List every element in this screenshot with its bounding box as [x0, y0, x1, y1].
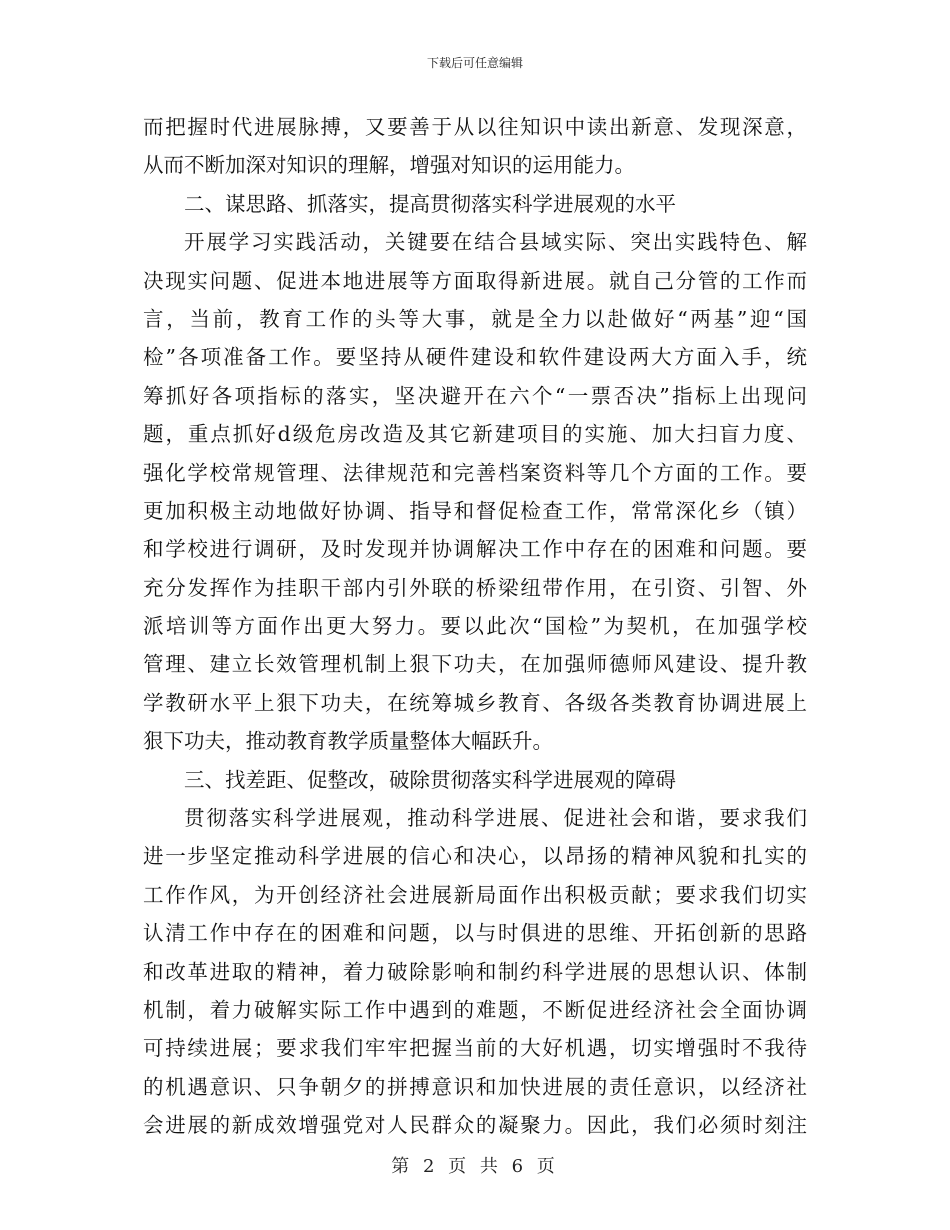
text-line: 学教研水平上狠下功夫，在统筹城乡教育、各级各类教育协调进展上: [143, 690, 807, 715]
text-line: 充分发挥作为挂职干部内引外联的桥梁纽带作用，在引资、引智、外: [143, 575, 807, 600]
text-line: 和学校进行调研，及时发现并协调解决工作中存在的困难和问题。要: [143, 537, 807, 562]
section-heading: 三、找差距、促整改，破除贯彻落实科学进展观的障碍: [184, 767, 676, 792]
text-line: 的机遇意识、只争朝夕的拼搏意识和加快进展的责任意识，以经济社: [143, 1074, 807, 1099]
document-body: [143, 108, 807, 1145]
text-line: 题，重点抓好d级危房改造及其它新建项目的实施、加大扫盲力度、: [143, 422, 807, 447]
text-line: 筹抓好各项指标的落实，坚决避开在六个“一票否决”指标上出现问: [143, 383, 807, 408]
text-line: 言，当前，教育工作的头等大事，就是全力以赴做好“两基”迎“国: [143, 306, 807, 331]
text-line: 决现实问题、促进本地进展等方面取得新进展。就自己分管的工作而: [143, 268, 807, 293]
text-line: 会进展的新成效增强党对人民群众的凝聚力。因此，我们必须时刻注: [143, 1113, 807, 1138]
text-line: 机制，着力破解实际工作中遇到的难题，不断促进经济社会全面协调: [143, 997, 807, 1022]
text-line: 检”各项准备工作。要坚持从硬件建设和软件建设两大方面入手，统: [143, 345, 807, 370]
text-line: 工作作风，为开创经济社会进展新局面作出积极贡献；要求我们切实: [143, 882, 807, 907]
text-line: 开展学习实践活动，关键要在结合县域实际、突出实践特色、解: [184, 230, 807, 255]
text-line: 和改革进取的精神，着力破除影响和制约科学进展的思想认识、体制: [143, 959, 807, 984]
text-line: 管理、建立长效管理机制上狠下功夫，在加强师德师风建设、提升教: [143, 652, 807, 677]
text-line: 而把握时代进展脉搏，又要善于从以往知识中读出新意、发现深意，: [143, 115, 807, 139]
text-line: 进一步坚定推动科学进展的信心和决心，以昂扬的精神风貌和扎实的: [143, 844, 807, 869]
text-line: 狠下功夫，推动教育教学质量整体大幅跃升。: [143, 729, 553, 754]
page-header: 下载后可任意编辑: [426, 56, 523, 70]
text-line: 从而不断加深对知识的理解，增强对知识的运用能力。: [143, 153, 635, 178]
text-line: 贯彻落实科学进展观，推动科学进展、促进社会和谐，要求我们: [184, 806, 807, 831]
text-line: 可持续进展；要求我们牢牢把握当前的大好机遇，切实增强时不我待: [143, 1036, 807, 1061]
section-heading: 二、谋思路、抓落实，提高贯彻落实科学进展观的水平: [184, 191, 676, 216]
page-number: 第 2 页 共 6 页: [391, 1156, 559, 1177]
text-line: 强化学校常规管理、法律规范和完善档案资料等几个方面的工作。要: [143, 460, 807, 485]
text-line: 更加积极主动地做好协调、指导和督促检查工作，常常深化乡（镇）: [143, 498, 807, 523]
text-line: 认清工作中存在的困难和问题，以与时俱进的思维、开拓创新的思路: [143, 921, 807, 946]
text-line: 派培训等方面作出更大努力。要以此次“国检”为契机，在加强学校: [143, 614, 807, 639]
